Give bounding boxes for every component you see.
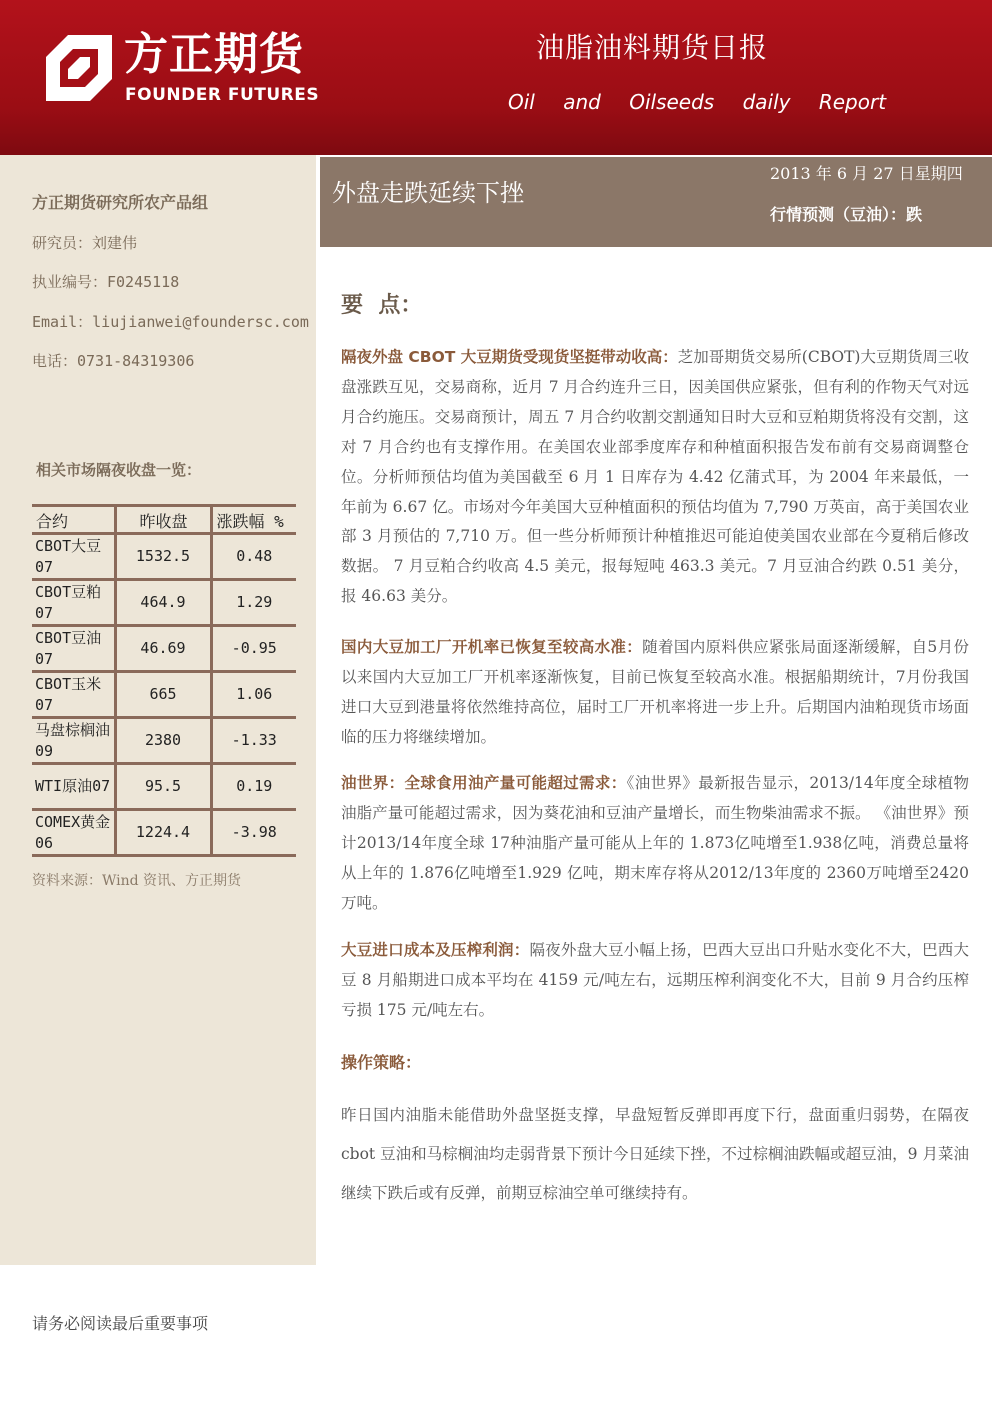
- logo-text-cn: 方正期货: [124, 29, 304, 80]
- change-cell: -0.95: [211, 626, 296, 672]
- section-body: 《油世界》最新报告显示，2013/14年度全球植物油脂产量可能超过需求，因为葵花油和豆油产量增长，而生物柴油需求不振。 《油世界》预计2013/14年度全球 17种油脂产量可能从上年的 1.873亿吨增至1.938亿吨，消费总量将从上年的 1.876亿吨增至1.929 亿吨，期末库存将从2012/13年度的 2360万吨增至2420 万吨。: [341, 774, 969, 912]
- contract-cell: COMEX黄金06: [32, 810, 115, 856]
- close-cell: 665: [115, 672, 211, 718]
- close-cell: 95.5: [115, 764, 211, 810]
- section-body: 隔夜外盘大豆小幅上扬，巴西大豆出口升贴水变化不大，巴西大豆 8 月船期进口成本平均在 4159 元/吨左右，远期压榨利润变化不大，目前 9 月合约压榨亏损 175 元/吨左右。: [341, 941, 969, 1019]
- section-lead: 大豆进口成本及压榨利润：: [341, 941, 530, 959]
- report-title-en: [508, 90, 908, 114]
- change-cell: -3.98: [211, 810, 296, 856]
- market-forecast: 行情预测（豆油）：跌: [770, 205, 923, 224]
- section-oil-world: [341, 768, 969, 918]
- footer-notice: 请务必阅读最后重要事项: [32, 1314, 209, 1333]
- strategy-title: 操作策略：: [341, 1053, 422, 1072]
- close-cell: 1532.5: [115, 534, 211, 580]
- report-date: 2013 年 6 月 27 日星期四: [770, 164, 963, 183]
- section-lead: 油世界：全球食用油产量可能超过需求：: [341, 774, 627, 792]
- headline: 外盘走跌延续下挫: [332, 179, 524, 207]
- logo-text-en: FOUNDER FUTURES: [125, 85, 320, 105]
- section-cbot: [341, 343, 969, 612]
- section-body: 随着国内原料供应紧张局面逐渐缓解，自5月份以来国内大豆加工厂开机率逐渐恢复，目前已恢复至较高水准。根据船期统计，7月份我国进口大豆到港量将依然维持高位，届时工厂开机率将进一步上升。后期国内油粕现货市场面临的压力将继续增加。: [341, 638, 969, 746]
- researcher: 研究员：刘建伟: [32, 234, 138, 252]
- email: Email：liujianwei@foundersc.com: [32, 313, 309, 331]
- contract-cell: CBOT豆粕07: [32, 580, 115, 626]
- section-body: 芝加哥期货交易所(CBOT)大豆期货周三收盘涨跌互见，交易商称，近月 7 月合约连升三日，因美国供应紧张，但有利的作物天气对远月合约施压。交易商预计，周五 7 月合约收割交割通知日时大豆和豆粕期货将没有交割，这对 7 月合约也有支撑作用。在美国农业部季度库存和种植面积报告发布前有交易商调整仓位。分析师预估均值为美国截至 6 月 1 日库存为 4.42 亿蒲式耳，为 2004 年来最低，一年前为 6.67 亿。市场对今年美国大豆种植面积的预估均值为 7,790 万英亩，高于美国农业部 3 月预估的 7,710 万。但一些分析师预计种植推迟可能迫使美国农业部在今夏稍后修改数据。 7 月豆粕合约收高 4.5 美元，报每短吨 463.3 美元。7 月豆油合约跌 0.51 美分，报 46.63 美分。: [341, 348, 969, 606]
- key-points-title: 要 点：: [341, 292, 423, 318]
- report-title-word: Oilseeds: [629, 90, 715, 114]
- section-lead: 隔夜外盘 CBOT 大豆期货受现货坚挺带动收高：: [341, 348, 678, 366]
- table-row: [32, 580, 296, 626]
- section-domestic-crush: [341, 632, 969, 752]
- change-cell: 0.19: [211, 764, 296, 810]
- contract-cell: 马盘棕榈油09: [32, 718, 115, 764]
- change-cell: 1.06: [211, 672, 296, 718]
- research-org: 方正期货研究所农产品组: [32, 193, 209, 212]
- report-header: [0, 0, 992, 155]
- report-title-word: Oil: [508, 90, 535, 114]
- report-title-word: Report: [818, 90, 887, 114]
- close-cell: 464.9: [115, 580, 211, 626]
- table-header: 涨跌幅 %: [211, 506, 296, 534]
- market-table: [32, 504, 296, 857]
- contract-cell: CBOT玉米07: [32, 672, 115, 718]
- strategy-body: 昨日国内油脂未能借助外盘坚挺支撑，早盘短暂反弹即再度下行，盘面重归弱势，在隔夜 cbot 豆油和马棕榈油均走弱背景下预计今日延续下挫，不过棕榈油跌幅或超豆油，9 月菜油继续下跌后或有反弹，前期豆棕油空单可继续持有。: [341, 1106, 969, 1202]
- phone: 电话：0731-84319306: [32, 352, 195, 370]
- change-cell: 0.48: [211, 534, 296, 580]
- table-row: [32, 534, 296, 580]
- license-number: 执业编号：F0245118: [32, 273, 180, 291]
- change-cell: -1.33: [211, 718, 296, 764]
- report-title-word: and: [563, 90, 601, 114]
- close-cell: 1224.4: [115, 810, 211, 856]
- report-title-cn: 油脂油料期货日报: [536, 31, 769, 64]
- table-row: [32, 810, 296, 856]
- data-source: 资料来源：Wind 资讯、方正期货: [32, 873, 242, 889]
- change-cell: 1.29: [211, 580, 296, 626]
- title-bar: [320, 157, 992, 247]
- table-header: 合约: [32, 506, 115, 534]
- contract-cell: CBOT豆油07: [32, 626, 115, 672]
- related-markets-title: 相关市场隔夜收盘一览：: [36, 461, 202, 479]
- contract-cell: CBOT大豆07: [32, 534, 115, 580]
- report-title-word: daily: [742, 90, 791, 114]
- contract-cell: WTI原油07: [32, 764, 115, 810]
- table-header: 昨收盘: [115, 506, 211, 534]
- table-row: [32, 626, 296, 672]
- close-cell: 46.69: [115, 626, 211, 672]
- table-row: [32, 718, 296, 764]
- founder-logo-icon: [46, 35, 112, 101]
- section-lead: 国内大豆加工厂开机率已恢复至较高水准：: [341, 638, 643, 656]
- table-row: [32, 764, 296, 810]
- section-import-cost: [341, 935, 969, 1025]
- close-cell: 2380: [115, 718, 211, 764]
- table-row: [32, 672, 296, 718]
